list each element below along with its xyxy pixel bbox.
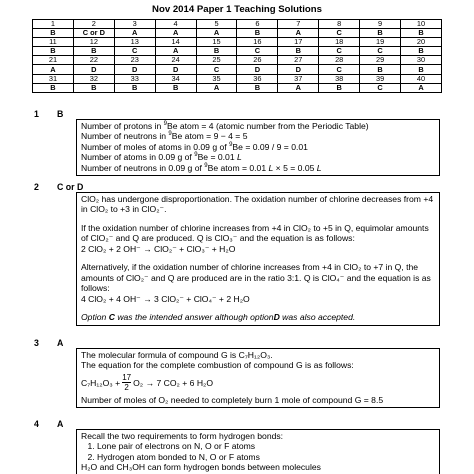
answer-cell: C [237, 47, 278, 56]
question-2-solution-box [76, 192, 440, 326]
question-number-cell: 2 [73, 20, 114, 29]
question-number-cell: 30 [401, 56, 442, 65]
q2-paragraph-2: If the oxidation number of chlorine increases from +4 in ClO₂ to +5 in Q, equimolar amounts of ClO₂⁻ and Q are produced. Q is ClO₃⁻ and the equation is as follows: [81, 222, 429, 244]
question-number-cell: 6 [237, 20, 278, 29]
question-4-header [34, 419, 64, 430]
list-item: 2. Hydrogen atom bonded to N, O or F atoms [97, 452, 435, 462]
question-number-cell: 28 [319, 56, 360, 65]
answer-cell: A [33, 65, 74, 74]
question-3-answer: A [57, 338, 64, 348]
answer-cell: D [155, 65, 196, 74]
question-number-cell: 1 [33, 20, 74, 29]
question-number-cell: 20 [401, 38, 442, 47]
q2-paragraph-1: ClO₂ has undergone disproportionation. The oxidation number of chlorine decreases from +4 in ClO₂ to +3 in ClO₂⁻. [81, 194, 434, 215]
q4-requirements-list [81, 441, 435, 462]
answer-cell: B [73, 83, 114, 92]
q2-note: Option C was the intended answer although optionD was also accepted. [81, 312, 356, 323]
question-number-cell: 33 [114, 74, 155, 83]
question-1-header [34, 109, 64, 120]
table-row [33, 56, 442, 65]
question-4-answer: A [57, 419, 64, 429]
q1-line-4: Number of atoms in 0.09 g of $^9$Be = 0.01 L [81, 152, 242, 163]
answer-cell: C [319, 47, 360, 56]
answer-cell: B [196, 47, 237, 56]
question-2-number: 2 [34, 182, 39, 192]
question-number-cell: 15 [196, 38, 237, 47]
q3-equation: C₇H₁₂O₃ + $\frac{17}{2}$ O₂ → 7 CO₂ + 6 H₂O [81, 373, 214, 393]
question-number-cell: 21 [33, 56, 74, 65]
question-number-cell: 8 [319, 20, 360, 29]
table-row [33, 65, 442, 74]
answer-cell: A [114, 29, 155, 38]
question-number-cell: 13 [114, 38, 155, 47]
question-number-cell: 32 [73, 74, 114, 83]
q3-fraction: $\frac{17}{2}$ [122, 373, 132, 393]
answer-cell: B [33, 83, 74, 92]
q4-last-line: H₂O and CH₃OH can form hydrogen bonds between molecules [81, 462, 321, 473]
question-number-cell: 4 [155, 20, 196, 29]
question-number-cell: 38 [319, 74, 360, 83]
answer-cell: B [33, 29, 74, 38]
question-number-cell: 11 [33, 38, 74, 47]
answer-cell: B [401, 29, 442, 38]
answer-cell: B [401, 65, 442, 74]
question-3-header [34, 338, 64, 349]
q1-line-5: Number of neutrons in 0.09 g of $^9$Be atom = 0.01 L × 5 = 0.05 L [81, 162, 322, 173]
answer-cell: B [73, 47, 114, 56]
question-2-header [34, 182, 84, 193]
answer-cell: D [114, 65, 155, 74]
answer-cell: A [155, 29, 196, 38]
q1-line-2: Number of neutrons in $^9$Be atom = 9 − 4 = 5 [81, 131, 248, 142]
question-number-cell: 36 [237, 74, 278, 83]
question-4-number: 4 [34, 419, 39, 429]
answer-cell: B [360, 29, 401, 38]
answer-cell: C [360, 47, 401, 56]
question-number-cell: 37 [278, 74, 319, 83]
answer-cell: B [237, 83, 278, 92]
question-number-cell: 17 [278, 38, 319, 47]
page-title: Nov 2014 Paper 1 Teaching Solutions [152, 4, 322, 15]
table-row [33, 74, 442, 83]
question-number-cell: 16 [237, 38, 278, 47]
q1-line-1: Number of protons in $^9$Be atom = 4 (atomic number from the Periodic Table) [81, 121, 369, 131]
question-number-cell: 29 [360, 56, 401, 65]
q4-intro: Recall the two requirements to form hydrogen bonds: [81, 431, 284, 441]
question-number-cell: 19 [360, 38, 401, 47]
question-4-solution-box [76, 429, 440, 474]
answer-cell: D [278, 65, 319, 74]
question-number-cell: 34 [155, 74, 196, 83]
question-number-cell: 27 [278, 56, 319, 65]
answer-cell: C [196, 65, 237, 74]
answer-cell: A [278, 83, 319, 92]
question-number-cell: 23 [114, 56, 155, 65]
question-number-cell: 25 [196, 56, 237, 65]
question-number-cell: 35 [196, 74, 237, 83]
question-1-number: 1 [34, 109, 39, 119]
question-number-cell: 26 [237, 56, 278, 65]
question-number-cell: 22 [73, 56, 114, 65]
answer-table [32, 19, 442, 93]
answer-cell: C or D [73, 29, 114, 38]
question-number-cell: 40 [401, 74, 442, 83]
answer-cell: C [319, 29, 360, 38]
answer-cell: C [360, 83, 401, 92]
q2-equation-1: 2 ClO₂ + 2 OH⁻ → ClO₂⁻ + ClO₃⁻ + H₂O [81, 243, 236, 254]
q2-equation-2: 4 ClO₂ + 4 OH⁻ → 3 ClO₂⁻ + ClO₄⁻ + 2 H₂O [81, 293, 250, 304]
answer-cell: D [73, 65, 114, 74]
q2-paragraph-3: Alternatively, if the oxidation number of chlorine increases from +4 in ClO₂ to +7 in Q, the amounts of ClO₂⁻ and Q are produced are in the ratio 3:1. Q is ClO₄⁻ and the equation is as follows: [81, 262, 431, 294]
question-number-cell: 31 [33, 74, 74, 83]
question-number-cell: 5 [196, 20, 237, 29]
answer-cell: A [155, 47, 196, 56]
answer-cell: C [114, 47, 155, 56]
question-number-cell: 3 [114, 20, 155, 29]
question-1-solution-box [76, 119, 440, 176]
question-number-cell: 18 [319, 38, 360, 47]
question-number-cell: 14 [155, 38, 196, 47]
answer-cell: A [401, 83, 442, 92]
question-number-cell: 9 [360, 20, 401, 29]
answer-cell: C [319, 65, 360, 74]
question-3-solution-box [76, 348, 440, 408]
answer-cell: A [278, 29, 319, 38]
answer-cell: B [278, 47, 319, 56]
list-item: 1. Lone pair of electrons on N, O or F atoms [97, 441, 435, 451]
answer-cell: B [33, 47, 74, 56]
answer-cell: B [401, 47, 442, 56]
answer-cell: B [319, 83, 360, 92]
q1-line-3: Number of moles of atoms in 0.09 g of $^9$Be = 0.09 / 9 = 0.01 [81, 141, 308, 152]
answer-cell: B [155, 83, 196, 92]
question-number-cell: 24 [155, 56, 196, 65]
answer-cell: B [237, 29, 278, 38]
question-number-cell: 12 [73, 38, 114, 47]
question-number-cell: 10 [401, 20, 442, 29]
answer-cell: A [196, 29, 237, 38]
answer-cell: B [360, 65, 401, 74]
question-number-cell: 39 [360, 74, 401, 83]
question-3-number: 3 [34, 338, 39, 348]
answer-cell: D [237, 65, 278, 74]
answer-cell: B [114, 83, 155, 92]
q3-line-2: The equation for the complete combustion of compound G is as follows: [81, 360, 354, 371]
question-1-answer: B [57, 109, 64, 119]
table-row [33, 83, 442, 92]
q3-line-1: The molecular formula of compound G is C₇H₁₂O₃. [81, 350, 273, 360]
q3-line-3: Number of moles of O₂ needed to completely burn 1 mole of compound G = 8.5 [81, 394, 384, 405]
question-2-answer: C or D [57, 182, 84, 192]
answer-cell: A [196, 83, 237, 92]
question-number-cell: 7 [278, 20, 319, 29]
